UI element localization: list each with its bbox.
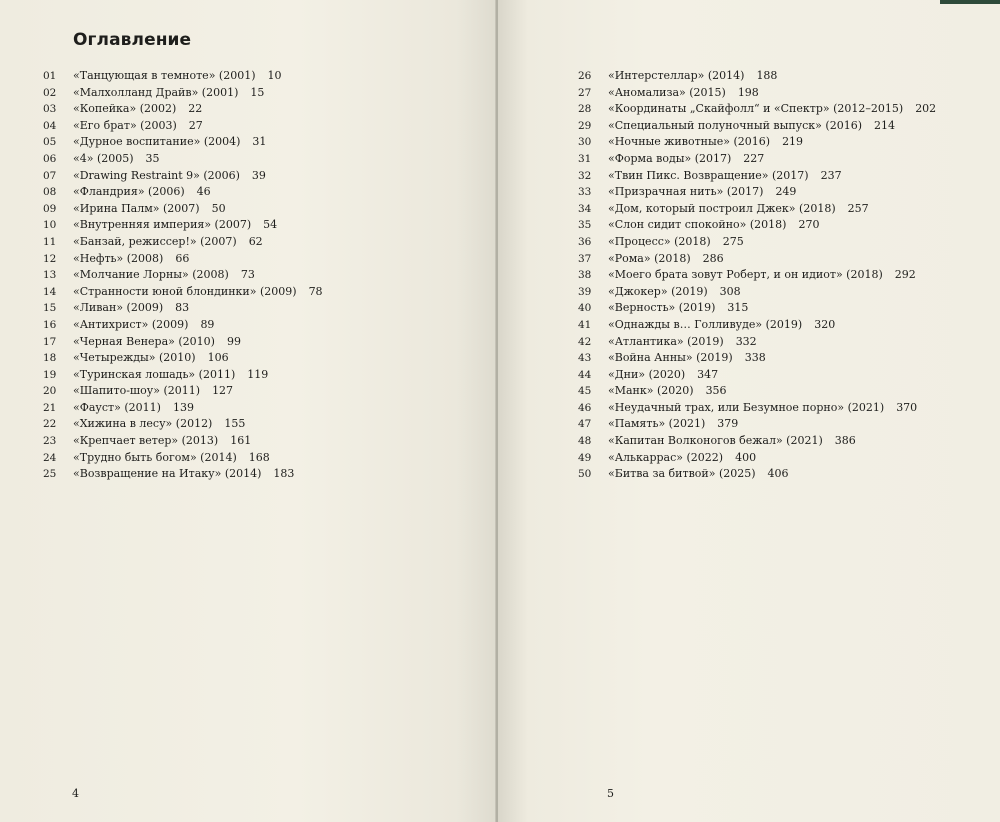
toc-entry: [43, 134, 323, 151]
toc-entry-number: 27: [578, 86, 592, 99]
toc-entry-page: 127: [212, 384, 234, 398]
toc-entry: [578, 118, 936, 135]
toc-entry: [578, 450, 936, 467]
toc-entry: [578, 367, 936, 384]
toc-entry-page: 347: [697, 367, 719, 381]
toc-entry-number: 21: [43, 401, 57, 414]
toc-entry-number: 36: [578, 235, 592, 248]
toc-entry: [578, 383, 936, 400]
toc-entry-page: 320: [814, 317, 836, 331]
toc-entry-page: 66: [175, 251, 190, 265]
toc-entry: [578, 201, 936, 218]
toc-entry-page: 73: [240, 268, 255, 282]
toc-entry-page: 219: [782, 135, 804, 149]
toc-entry-page: 155: [224, 417, 246, 431]
toc-entry-number: 11: [43, 235, 57, 248]
toc-entry: [43, 184, 323, 201]
page-number-right: 5: [607, 787, 614, 800]
toc-entry-title: «Возвращение на Итаку» (2014): [73, 467, 262, 481]
toc-list-left: [43, 68, 323, 483]
toc-entry-number: 39: [578, 285, 592, 298]
toc-entry-page: 386: [834, 434, 856, 448]
toc-entry-number: 26: [578, 70, 592, 82]
toc-entry-number: 20: [43, 385, 57, 398]
toc-entry-number: 44: [578, 368, 592, 381]
toc-entry-number: 30: [578, 136, 592, 149]
toc-entry-number: 12: [43, 252, 57, 265]
toc-entry-page: 332: [735, 334, 757, 348]
toc-entry-page: 10: [267, 69, 282, 82]
toc-entry: [43, 151, 323, 168]
toc-entry: [578, 350, 936, 367]
toc-entry-title: «Память» (2021): [608, 417, 706, 431]
toc-entry-title: «Битва за битвой» (2025): [608, 467, 756, 481]
toc-entry-page: 237: [820, 168, 842, 182]
toc-entry-title: «Ливан» (2009): [73, 301, 164, 315]
toc-entry: [43, 85, 323, 102]
toc-entry: [578, 284, 936, 301]
toc-entry-title: «Процесс» (2018): [608, 234, 711, 248]
toc-entry-number: 18: [43, 352, 57, 365]
toc-entry-page: 31: [252, 135, 267, 149]
toc-entry-title: «Координаты „Скайфолл“ и «Спектр» (2012–2015): [608, 102, 904, 116]
toc-entry-title: «Копейка» (2002): [73, 102, 177, 116]
toc-entry-number: 45: [578, 385, 592, 398]
toc-entry: [43, 433, 323, 450]
toc-entry-page: 119: [247, 367, 269, 381]
toc-entry-number: 02: [43, 86, 57, 99]
toc-entry-number: 43: [578, 352, 592, 365]
page-heading: Оглавление: [73, 30, 192, 50]
cover-edge: [940, 0, 1000, 4]
toc-entry-page: 183: [273, 467, 295, 481]
toc-entry-title: «Антихрист» (2009): [73, 317, 189, 331]
toc-entry: [578, 400, 936, 417]
toc-entry: [578, 251, 936, 268]
toc-entry-page: 62: [248, 234, 263, 248]
toc-entry: [578, 85, 936, 102]
toc-entry-number: 01: [43, 70, 57, 82]
toc-entry-page: 270: [798, 218, 820, 232]
toc-entry-page: 356: [705, 384, 727, 398]
toc-entry-title: «Фауст» (2011): [73, 400, 161, 414]
toc-entry-title: «Нефть» (2008): [73, 251, 164, 265]
toc-entry: [578, 416, 936, 433]
toc-entry-title: «Танцующая в темноте» (2001): [73, 69, 256, 82]
toc-entry-number: 33: [578, 186, 592, 199]
toc-entry-page: 39: [251, 168, 266, 182]
toc-entry-page: 275: [722, 234, 744, 248]
toc-entry-title: «Черная Венера» (2010): [73, 334, 215, 348]
toc-entry-page: 308: [719, 284, 741, 298]
toc-entry-number: 06: [43, 152, 57, 165]
toc-entry-number: 50: [578, 468, 592, 481]
toc-entry-title: «Призрачная нить» (2017): [608, 185, 764, 199]
toc-entry: [43, 251, 323, 268]
toc-entry-number: 48: [578, 435, 592, 448]
toc-entry-page: 249: [775, 185, 797, 199]
toc-entry-title: «Твин Пикс. Возвращение» (2017): [608, 168, 809, 182]
toc-entry-number: 42: [578, 335, 592, 348]
toc-entry-number: 28: [578, 103, 592, 116]
toc-entry-page: 370: [896, 400, 918, 414]
toc-entry-number: 09: [43, 202, 57, 215]
toc-entry-title: «Внутренняя империя» (2007): [73, 218, 252, 232]
toc-entry-page: 106: [207, 351, 229, 365]
toc-entry-title: «Банзай, режиссер!» (2007): [73, 234, 237, 248]
toc-entry-title: «Drawing Restraint 9» (2006): [73, 168, 240, 182]
toc-entry-title: «Верность» (2019): [608, 301, 716, 315]
toc-entry-number: 05: [43, 136, 57, 149]
toc-entry-title: «Странности юной блондинки» (2009): [73, 284, 297, 298]
toc-entry-title: «Дни» (2020): [608, 367, 686, 381]
toc-entry-title: «Его брат» (2003): [73, 118, 177, 132]
toc-entry-title: «Капитан Волконогов бежал» (2021): [608, 434, 823, 448]
toc-entry-title: «Туринская лошадь» (2011): [73, 367, 236, 381]
toc-entry: [43, 234, 323, 251]
toc-entry-title: «Однажды в… Голливуде» (2019): [608, 317, 803, 331]
toc-entry-page: 292: [894, 268, 916, 282]
toc-entry: [43, 466, 323, 483]
toc-entry-number: 31: [578, 152, 592, 165]
toc-entry-number: 24: [43, 451, 57, 464]
toc-entry-title: «Ночные животные» (2016): [608, 135, 771, 149]
toc-entry: [578, 234, 936, 251]
toc-entry: [578, 267, 936, 284]
right-page: [498, 0, 1000, 822]
toc-entry-title: «Хижина в лесу» (2012): [73, 417, 213, 431]
toc-entry-page: 257: [847, 201, 869, 215]
toc-entry: [578, 217, 936, 234]
toc-entry-number: 40: [578, 302, 592, 315]
toc-entry-title: «Ирина Палм» (2007): [73, 201, 200, 215]
toc-entry-number: 49: [578, 451, 592, 464]
toc-entry: [578, 101, 936, 118]
toc-entry-title: «Молчание Лорны» (2008): [73, 268, 229, 282]
toc-entry-page: 22: [188, 102, 203, 116]
toc-entry-number: 19: [43, 368, 57, 381]
toc-entry-number: 29: [578, 119, 592, 132]
toc-entry-number: 41: [578, 318, 592, 331]
toc-entry-title: «4» (2005): [73, 151, 134, 165]
toc-entry: [578, 433, 936, 450]
toc-entry: [43, 400, 323, 417]
toc-entry-title: «Шапито-шоу» (2011): [73, 384, 201, 398]
toc-entry-number: 13: [43, 269, 57, 282]
toc-entry-page: 89: [200, 317, 215, 331]
toc-entry: [578, 168, 936, 185]
toc-entry-number: 38: [578, 269, 592, 282]
toc-entry-number: 03: [43, 103, 57, 116]
toc-entry-title: «Интерстеллар» (2014): [608, 69, 745, 82]
toc-entry: [43, 168, 323, 185]
toc-entry-page: 27: [188, 118, 203, 132]
toc-entry: [43, 284, 323, 301]
toc-entry-number: 22: [43, 418, 57, 431]
toc-entry: [578, 300, 936, 317]
toc-entry-page: 400: [735, 450, 757, 464]
toc-entry-page: 315: [727, 301, 749, 315]
toc-entry: [578, 68, 936, 85]
toc-entry: [43, 367, 323, 384]
toc-entry-page: 286: [702, 251, 724, 265]
toc-entry-title: «Форма воды» (2017): [608, 151, 732, 165]
toc-entry-page: 202: [915, 102, 937, 116]
toc-entry: [43, 350, 323, 367]
toc-entry-page: 406: [767, 467, 789, 481]
toc-entry-number: 47: [578, 418, 592, 431]
toc-entry: [43, 383, 323, 400]
toc-entry-number: 35: [578, 219, 592, 232]
toc-entry: [43, 334, 323, 351]
toc-entry-title: «Манк» (2020): [608, 384, 694, 398]
toc-entry: [578, 334, 936, 351]
toc-entry-page: 35: [145, 151, 160, 165]
toc-entry-page: 168: [248, 450, 270, 464]
toc-entry-title: «Алькаррас» (2022): [608, 450, 724, 464]
toc-entry-page: 227: [743, 151, 765, 165]
toc-entry-title: «Фландрия» (2006): [73, 185, 185, 199]
toc-entry-page: 78: [308, 284, 323, 298]
toc-entry: [43, 317, 323, 334]
page-number-left: 4: [72, 787, 79, 800]
toc-entry-page: 338: [744, 351, 766, 365]
toc-entry-number: 07: [43, 169, 57, 182]
toc-entry: [43, 118, 323, 135]
toc-entry-number: 14: [43, 285, 57, 298]
toc-entry-title: «Трудно быть богом» (2014): [73, 450, 237, 464]
toc-entry-page: 379: [717, 417, 739, 431]
toc-entry-number: 16: [43, 318, 57, 331]
toc-entry-number: 17: [43, 335, 57, 348]
toc-entry-number: 25: [43, 468, 57, 481]
toc-entry: [43, 450, 323, 467]
toc-entry-title: «Атлантика» (2019): [608, 334, 724, 348]
toc-list-right: [578, 68, 936, 483]
toc-entry: [578, 151, 936, 168]
toc-entry-number: 46: [578, 401, 592, 414]
toc-entry-page: 198: [737, 85, 759, 99]
toc-entry-title: «Рома» (2018): [608, 251, 691, 265]
toc-entry-number: 15: [43, 302, 57, 315]
toc-entry-number: 08: [43, 186, 57, 199]
toc-entry-number: 04: [43, 119, 57, 132]
toc-entry-number: 10: [43, 219, 57, 232]
toc-entry-page: 214: [874, 118, 895, 132]
toc-entry-page: 54: [263, 218, 278, 232]
toc-entry-title: «Слон сидит спокойно» (2018): [608, 218, 787, 232]
toc-entry-title: «Неудачный трах, или Безумное порно» (2021): [608, 400, 885, 414]
toc-entry: [43, 267, 323, 284]
toc-entry-page: 50: [211, 201, 226, 215]
toc-entry-page: 15: [250, 85, 265, 99]
left-page: [0, 0, 496, 822]
toc-entry-page: 46: [196, 185, 211, 199]
toc-entry: [578, 184, 936, 201]
toc-entry-number: 34: [578, 202, 592, 215]
toc-entry-title: «Специальный полуночный выпуск» (2016): [608, 118, 862, 132]
toc-entry-page: 83: [175, 301, 190, 315]
toc-entry-number: 37: [578, 252, 592, 265]
toc-entry-page: 161: [230, 434, 252, 448]
toc-entry: [43, 201, 323, 218]
toc-entry-title: «Дом, который построил Джек» (2018): [608, 201, 836, 215]
toc-entry: [43, 101, 323, 118]
toc-entry: [43, 416, 323, 433]
toc-entry-title: «Моего брата зовут Роберт, и он идиот» (2018): [608, 268, 883, 282]
toc-entry: [43, 217, 323, 234]
toc-entry-title: «Малхолланд Драйв» (2001): [73, 85, 239, 99]
toc-entry-page: 99: [226, 334, 241, 348]
toc-entry-title: «Джокер» (2019): [608, 284, 708, 298]
toc-entry: [578, 317, 936, 334]
toc-entry-title: «Война Анны» (2019): [608, 351, 733, 365]
toc-entry: [43, 68, 323, 85]
toc-entry: [43, 300, 323, 317]
toc-entry-title: «Крепчает ветер» (2013): [73, 434, 219, 448]
toc-entry-page: 139: [172, 400, 194, 414]
toc-entry-number: 32: [578, 169, 592, 182]
toc-entry-page: 188: [756, 69, 778, 82]
toc-entry-title: «Аномализа» (2015): [608, 85, 726, 99]
toc-entry-title: «Дурное воспитание» (2004): [73, 135, 241, 149]
toc-entry-number: 23: [43, 435, 57, 448]
toc-entry: [578, 134, 936, 151]
toc-entry: [578, 466, 936, 483]
toc-entry-title: «Четырежды» (2010): [73, 351, 196, 365]
